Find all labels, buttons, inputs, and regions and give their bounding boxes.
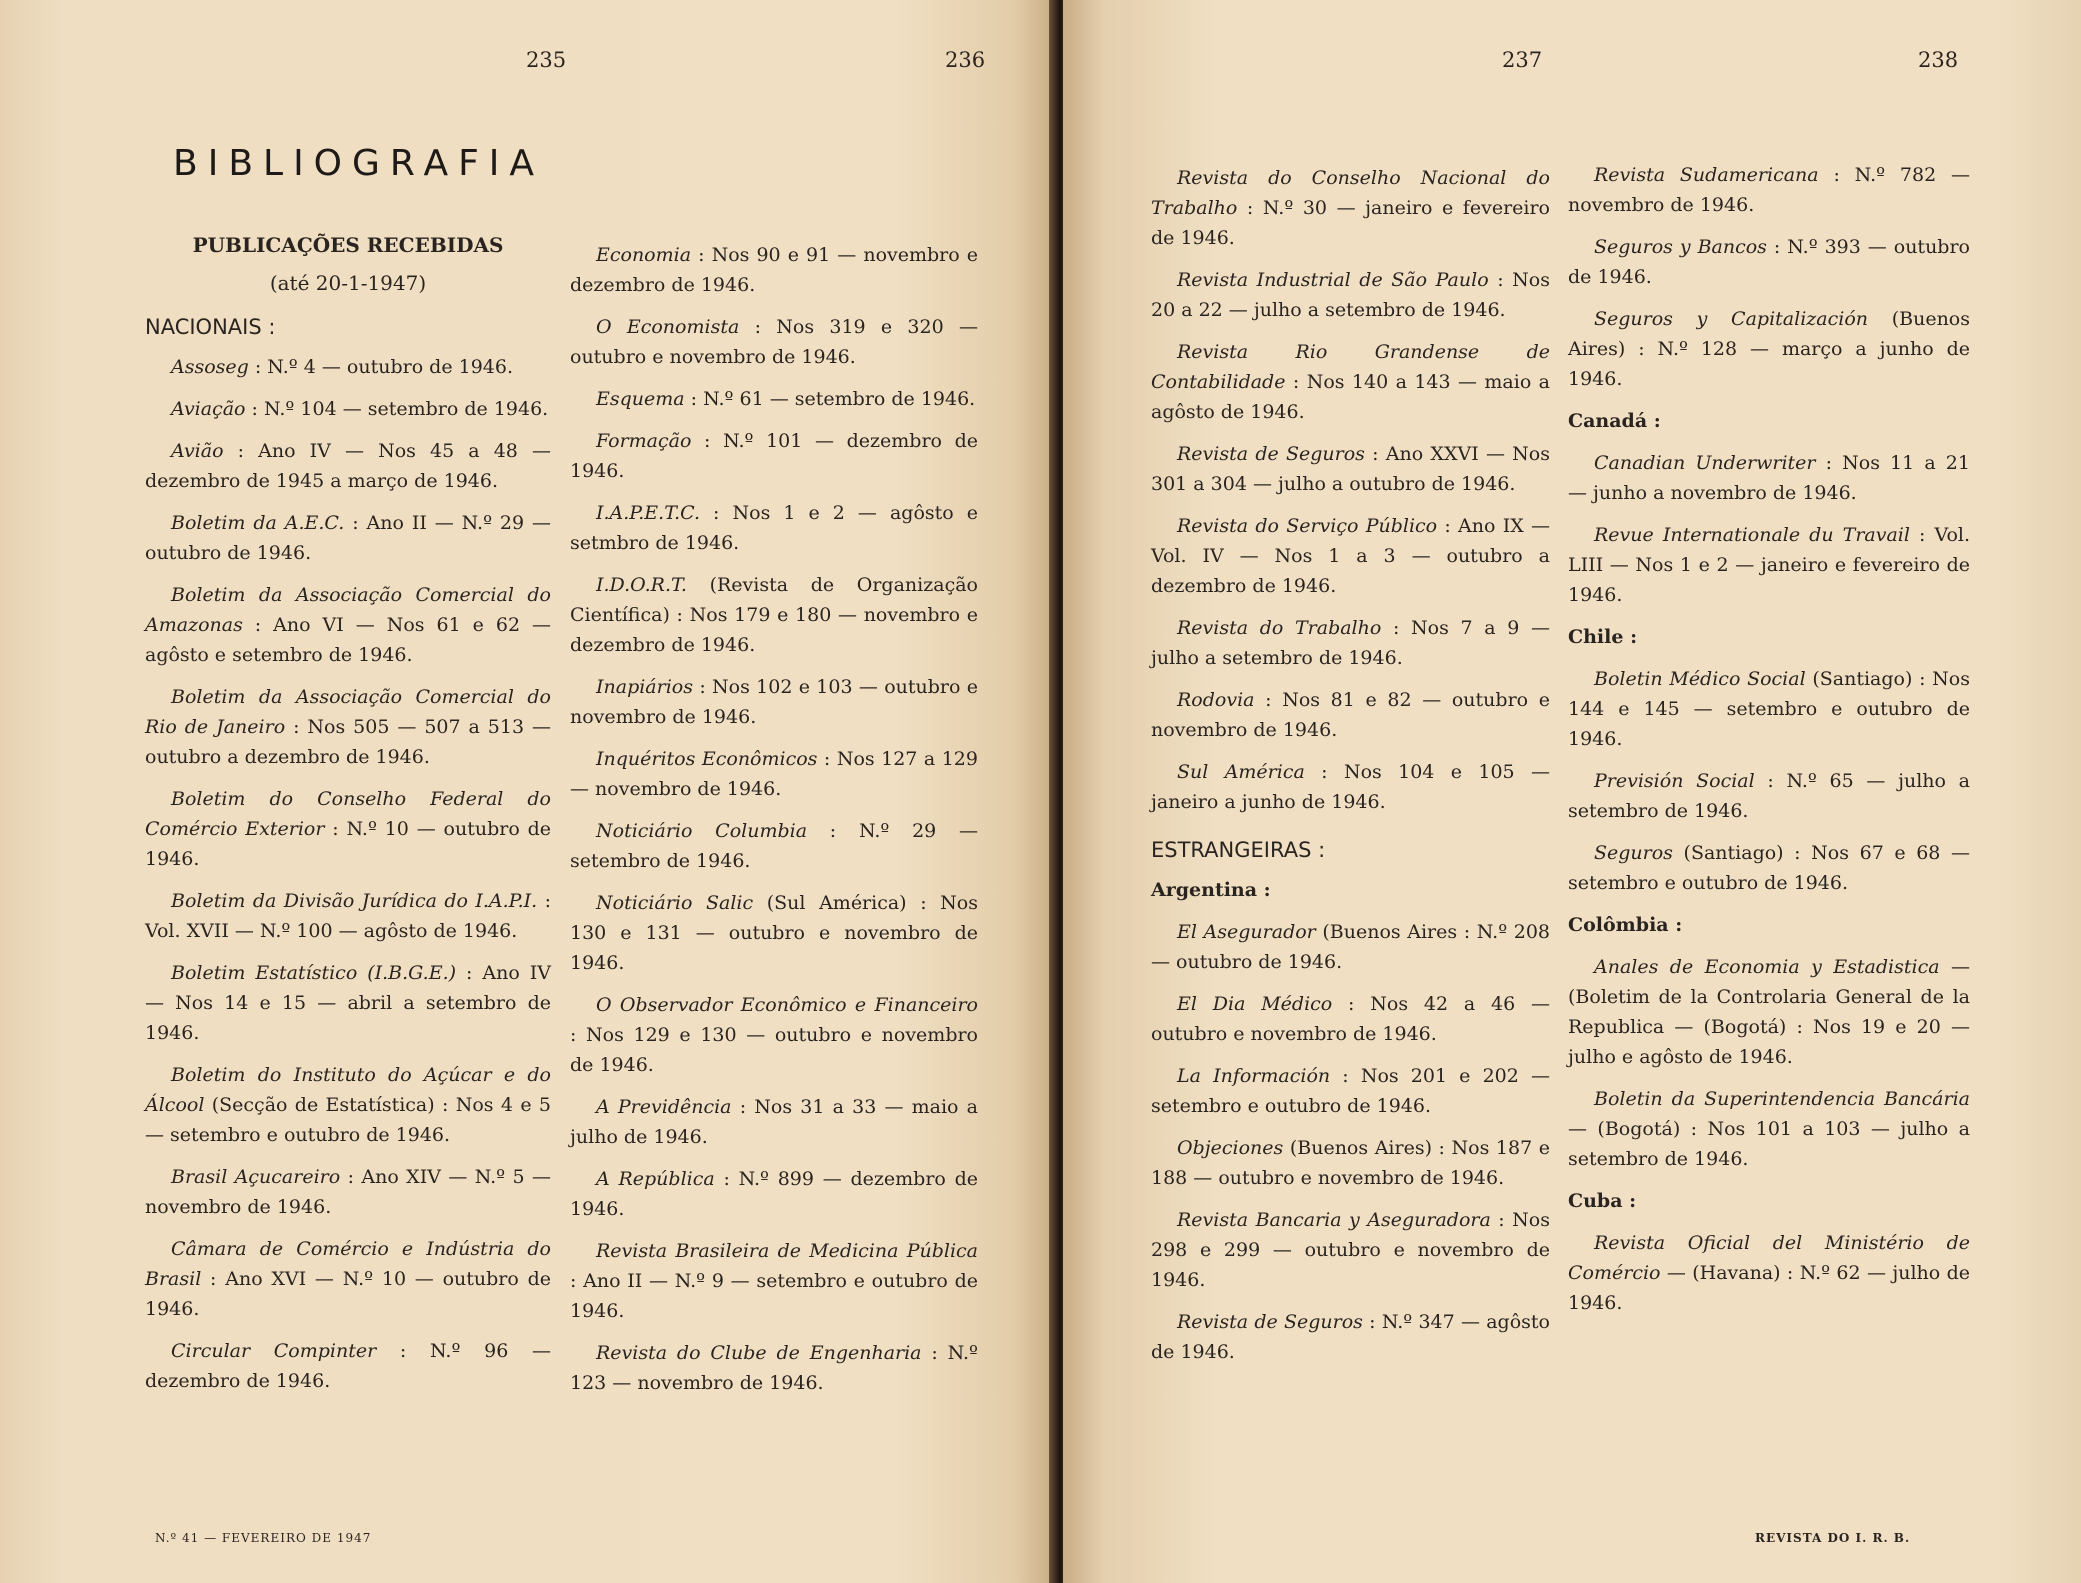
bibliography-entry (1568, 232, 1970, 292)
entry-title: Circular Compinter (171, 1340, 377, 1362)
entry-title: Seguros y Capitalización (1594, 308, 1869, 330)
bibliography-entry (1568, 160, 1970, 220)
column-235 (145, 230, 551, 1408)
footer-journal: REVISTA DO I. R. B. (1755, 1531, 1911, 1545)
column-236 (570, 240, 978, 1410)
bibliography-entry (145, 1234, 551, 1324)
entry-details: (Buenos Aires : N.º 208 — outubro de 1946. (1151, 921, 1550, 973)
entry-details: : Ano II — N.º 29 — outubro de 1946. (145, 512, 551, 564)
bibliography-entry (1151, 337, 1550, 427)
bibliography-entry (145, 436, 551, 496)
entry-details: : Nos 129 e 130 — outubro e novembro de 1946. (570, 1024, 978, 1076)
entry-list-col1 (145, 352, 551, 1396)
bibliography-entry (1568, 766, 1970, 826)
entry-title: A Previdência (596, 1096, 732, 1118)
entry-title: Revista de Seguros (1177, 443, 1365, 465)
entry-title: Revista Bancaria y Aseguradora (1177, 1209, 1491, 1231)
bibliography-entry (145, 394, 551, 424)
entry-title: Inquéritos Econômicos (596, 748, 818, 770)
entry-details: — (Boletim de la Controlaria General de la Republica — (Bogotá) : Nos 19 e 20 — julho e agôsto de 1946. (1568, 956, 1970, 1068)
bibliography-entry (1568, 1228, 1970, 1318)
entry-details: — (Bogotá) : Nos 101 a 103 — julho a setembro de 1946. (1568, 1118, 1970, 1170)
entry-title: Revista do Trabalho (1177, 617, 1382, 639)
bibliography-entry (570, 990, 978, 1080)
entry-details: : N.º 393 — outubro de 1946. (1568, 236, 1970, 288)
bibliography-entry (570, 570, 978, 660)
bibliography-entry (1151, 757, 1550, 817)
page-number-235: 235 (526, 48, 567, 72)
entry-title: Noticiário Salic (596, 892, 754, 914)
entry-details: : N.º 123 — novembro de 1946. (570, 1342, 978, 1394)
entry-details: : Ano IX — Vol. IV — Nos 1 a 3 — outubro a dezembro de 1946. (1151, 515, 1550, 597)
entry-title: I.A.P.E.T.C. (596, 502, 701, 524)
entry-title: Brasil Açucareiro (171, 1166, 341, 1188)
entry-details: (Santiago) : Nos 144 e 145 — setembro e outubro de 1946. (1568, 668, 1970, 750)
bibliography-entry (1151, 265, 1550, 325)
entry-list-colombia (1568, 952, 1970, 1174)
entry-details: : Nos 140 a 143 — maio a agôsto de 1946. (1151, 371, 1550, 423)
country-chile: Chile : (1568, 626, 1638, 648)
entry-details: (Revista de Organização Científica) : Nos 179 e 180 — novembro e dezembro de 1946. (570, 574, 978, 656)
entry-title: Avião (171, 440, 224, 462)
entry-title: Boletim da Associação Comercial do Rio de Janeiro (145, 686, 551, 738)
entry-details: : N.º 30 — janeiro e fevereiro de 1946. (1151, 197, 1550, 249)
nacionais-heading: NACIONAIS : (145, 315, 276, 339)
entry-list-col2 (570, 240, 978, 1398)
page-number-237: 237 (1502, 48, 1543, 72)
entry-title: Revista Sudamericana (1594, 164, 1819, 186)
entry-title: Boletin Médico Social (1594, 668, 1806, 690)
bibliography-entry (570, 816, 978, 876)
entry-details: : Nos 102 e 103 — outubro e novembro de 1946. (570, 676, 978, 728)
entry-details: : N.º 104 — setembro de 1946. (245, 398, 549, 420)
bibliography-entry (145, 886, 551, 946)
bibliography-entry (1151, 163, 1550, 253)
entry-details: (Secção de Estatística) : Nos 4 e 5 — setembro e outubro de 1946. (145, 1094, 551, 1146)
entry-details: : Nos 11 a 21 — junho a novembro de 1946. (1568, 452, 1970, 504)
entry-title: I.D.O.R.T. (596, 574, 687, 596)
footer-issue: N.º 41 — FEVEREIRO DE 1947 (155, 1531, 372, 1545)
country-cuba: Cuba : (1568, 1190, 1637, 1212)
entry-title: Boletim do Instituto do Açúcar e do Álcool (145, 1064, 551, 1116)
entry-details: : Nos 20 a 22 — julho a setembro de 1946. (1151, 269, 1550, 321)
bibliography-entry (145, 508, 551, 568)
entry-title: Objeciones (1177, 1137, 1284, 1159)
entry-title: Economia (596, 244, 692, 266)
entry-details: (Sul América) : Nos 130 e 131 — outubro e novembro de 1946. (570, 892, 978, 974)
page-number-238: 238 (1918, 48, 1959, 72)
bibliography-entry (1151, 1061, 1550, 1121)
entry-details: : N.º 101 — dezembro de 1946. (570, 430, 978, 482)
entry-title: El Dia Médico (1177, 993, 1333, 1015)
entry-details: : Nos 201 e 202 — setembro e outubro de 1946. (1151, 1065, 1550, 1117)
entry-title: Aviação (171, 398, 246, 420)
entry-title: Sul América (1177, 761, 1305, 783)
entry-details: : Nos 319 e 320 — outubro e novembro de 1946. (570, 316, 978, 368)
entry-title: Seguros (1594, 842, 1673, 864)
bibliography-entry (570, 1164, 978, 1224)
bibliography-entry (570, 672, 978, 732)
entry-details: : Nos 90 e 91 — novembro e dezembro de 1946. (570, 244, 978, 296)
entry-title: Seguros y Bancos (1594, 236, 1767, 258)
bibliography-entry (1151, 685, 1550, 745)
entry-title: Formação (596, 430, 692, 452)
entry-details: : Ano II — N.º 9 — setembro e outubro de 1946. (570, 1270, 978, 1322)
bibliography-entry (145, 784, 551, 874)
bibliography-entry (1151, 439, 1550, 499)
entry-title: Esquema (596, 388, 685, 410)
entry-list-canada (1568, 448, 1970, 610)
entry-details: : Nos 7 a 9 — julho a setembro de 1946. (1151, 617, 1550, 669)
entry-details: : Vol. XVII — N.º 100 — agôsto de 1946. (145, 890, 551, 942)
entry-title: Inapiários (596, 676, 693, 698)
entry-details: : N.º 96 — dezembro de 1946. (145, 1340, 551, 1392)
bibliography-entry (570, 384, 978, 414)
bibliography-entry (145, 352, 551, 382)
bibliography-entry (145, 682, 551, 772)
bibliography-entry (1151, 917, 1550, 977)
date-note: (até 20-1-1947) (269, 271, 427, 295)
country-colombia: Colômbia : (1568, 914, 1683, 936)
bibliography-entry (145, 1060, 551, 1150)
bibliography-entry (570, 498, 978, 558)
entry-details: : Nos 127 a 129 — novembro de 1946. (570, 748, 978, 800)
entry-title: Câmara de Comércio e Indústria do Brasil (145, 1238, 551, 1290)
bibliography-entry (1151, 511, 1550, 601)
bibliography-entry (570, 1092, 978, 1152)
entry-title: Revista Rio Grandense de Contabilidade (1151, 341, 1550, 393)
entry-details: : Nos 81 e 82 — outubro e novembro de 1946. (1151, 689, 1550, 741)
entry-title: Canadian Underwriter (1594, 452, 1816, 474)
entry-title: Revista do Conselho Nacional do Trabalho (1151, 167, 1550, 219)
entry-title: Boletin da Superintendencia Bancária (1594, 1088, 1970, 1110)
entry-title: Anales de Economia y Estadistica (1594, 956, 1940, 978)
entry-title: A República (596, 1168, 715, 1190)
bibliography-entry (145, 580, 551, 670)
entry-details: : Nos 104 e 105 — janeiro a junho de 1946. (1151, 761, 1550, 813)
entry-title: Boletim Estatístico (I.B.G.E.) (171, 962, 457, 984)
entry-details: : Ano IV — Nos 45 a 48 — dezembro de 1945 a março de 1946. (145, 440, 551, 492)
entry-details: : N.º 29 — setembro de 1946. (570, 820, 978, 872)
entry-list-col4 (1568, 160, 1970, 394)
entry-details: : N.º 10 — outubro de 1946. (145, 818, 551, 870)
bibliography-entry (570, 240, 978, 300)
entry-details: (Santiago) : Nos 67 e 68 — setembro e outubro de 1946. (1568, 842, 1970, 894)
entry-title: Revista de Seguros (1177, 1311, 1363, 1333)
entry-title: Boletim da Associação Comercial do Amazonas (145, 584, 551, 636)
bibliography-entry (1151, 1133, 1550, 1193)
entry-list-chile (1568, 664, 1970, 898)
entry-title: Revista Industrial de São Paulo (1177, 269, 1489, 291)
bibliography-entry (570, 312, 978, 372)
bibliography-entry (570, 1338, 978, 1398)
entry-title: Revue Internationale du Travail (1594, 524, 1910, 546)
entry-details: : Ano VI — Nos 61 e 62 — agôsto e setembro de 1946. (145, 614, 551, 666)
entry-title: Revista Oficial del Ministério de Comércio (1568, 1232, 1970, 1284)
bibliography-entry (145, 958, 551, 1048)
entry-title: Assoseg (171, 356, 249, 378)
entry-title: Revista do Clube de Engenharia (596, 1342, 922, 1364)
entry-details: : Ano IV — Nos 14 e 15 — abril a setembro de 1946. (145, 962, 551, 1044)
entry-details: : Ano XIV — N.º 5 — novembro de 1946. (145, 1166, 551, 1218)
bibliography-entry (1568, 520, 1970, 610)
page-number-236: 236 (945, 48, 986, 72)
entry-details: : Nos 505 — 507 a 513 — outubro a dezembro de 1946. (145, 716, 551, 768)
entry-details: : N.º 899 — dezembro de 1946. (570, 1168, 978, 1220)
entry-details: : Ano XXVI — Nos 301 a 304 — julho a outubro de 1946. (1151, 443, 1551, 495)
entry-details: : Nos 31 a 33 — maio a julho de 1946. (570, 1096, 978, 1148)
bibliography-entry (1568, 838, 1970, 898)
entry-title: Revista do Serviço Público (1177, 515, 1438, 537)
entry-details: : Ano XVI — N.º 10 — outubro de 1946. (145, 1268, 551, 1320)
bibliography-entry (1151, 1307, 1550, 1367)
bibliography-entry (145, 1162, 551, 1222)
entry-title: La Información (1177, 1065, 1331, 1087)
entry-title: Noticiário Columbia (596, 820, 808, 842)
entry-details: (Buenos Aires) : Nos 187 e 188 — outubro e novembro de 1946. (1151, 1137, 1550, 1189)
bibliography-entry (570, 888, 978, 978)
entry-title: O Observador Econômico e Financeiro (596, 994, 978, 1016)
bibliography-entry (1568, 1084, 1970, 1174)
entry-list-col3 (1151, 163, 1550, 817)
page-title: BIBLIOGRAFIA (173, 143, 545, 184)
entry-details: : Nos 42 a 46 — outubro e novembro de 1946. (1151, 993, 1550, 1045)
entry-title: Rodovia (1177, 689, 1255, 711)
entry-title: El Asegurador (1177, 921, 1316, 943)
bibliography-entry (570, 744, 978, 804)
bibliography-entry (1151, 1205, 1550, 1295)
bibliography-entry (570, 426, 978, 486)
bibliography-entry (1151, 989, 1550, 1049)
entry-title: O Economista (596, 316, 740, 338)
bibliography-entry (570, 1236, 978, 1326)
publications-heading: PUBLICAÇÕES RECEBIDAS (192, 233, 504, 257)
entry-title: Previsión Social (1594, 770, 1755, 792)
entry-title: Boletim da A.E.C. (171, 512, 345, 534)
bibliography-entry (1568, 448, 1970, 508)
entry-details: : N.º 61 — setembro de 1946. (684, 388, 976, 410)
country-canada: Canadá : (1568, 410, 1661, 432)
right-page (1063, 0, 2081, 1583)
entry-title: Boletim do Conselho Federal do Comércio Exterior (145, 788, 551, 840)
estrangeiras-heading: ESTRANGEIRAS : (1151, 838, 1326, 862)
entry-details: : N.º 347 — agôsto de 1946. (1151, 1311, 1550, 1363)
entry-details: : N.º 4 — outubro de 1946. (248, 356, 514, 378)
entry-list-cuba (1568, 1228, 1970, 1318)
entry-details: : Nos 298 e 299 — outubro e novembro de 1946. (1151, 1209, 1550, 1291)
entry-details: : N.º 65 — julho a setembro de 1946. (1568, 770, 1970, 822)
entry-details: : N.º 782 — novembro de 1946. (1568, 164, 1970, 216)
bibliography-entry (1568, 952, 1970, 1072)
column-237 (1151, 163, 1550, 1379)
bibliography-entry (145, 1336, 551, 1396)
bibliography-entry (1568, 304, 1970, 394)
entry-list-argentina (1151, 917, 1550, 1367)
bibliography-entry (1568, 664, 1970, 754)
entry-details: : Vol. LIII — Nos 1 e 2 — janeiro e fevereiro de 1946. (1568, 524, 1971, 606)
country-argentina: Argentina : (1151, 879, 1271, 901)
entry-details: (Buenos Aires) : N.º 128 — março a junho de 1946. (1568, 308, 1970, 390)
column-238 (1568, 160, 1970, 1330)
entry-title: Revista Brasileira de Medicina Pública (596, 1240, 978, 1262)
entry-title: Boletim da Divisão Jurídica do I.A.P.I. (171, 890, 538, 912)
bibliography-entry (1151, 613, 1550, 673)
entry-details: — (Havana) : N.º 62 — julho de 1946. (1568, 1262, 1970, 1314)
entry-details: : Nos 1 e 2 — agôsto e setmbro de 1946. (570, 502, 978, 554)
